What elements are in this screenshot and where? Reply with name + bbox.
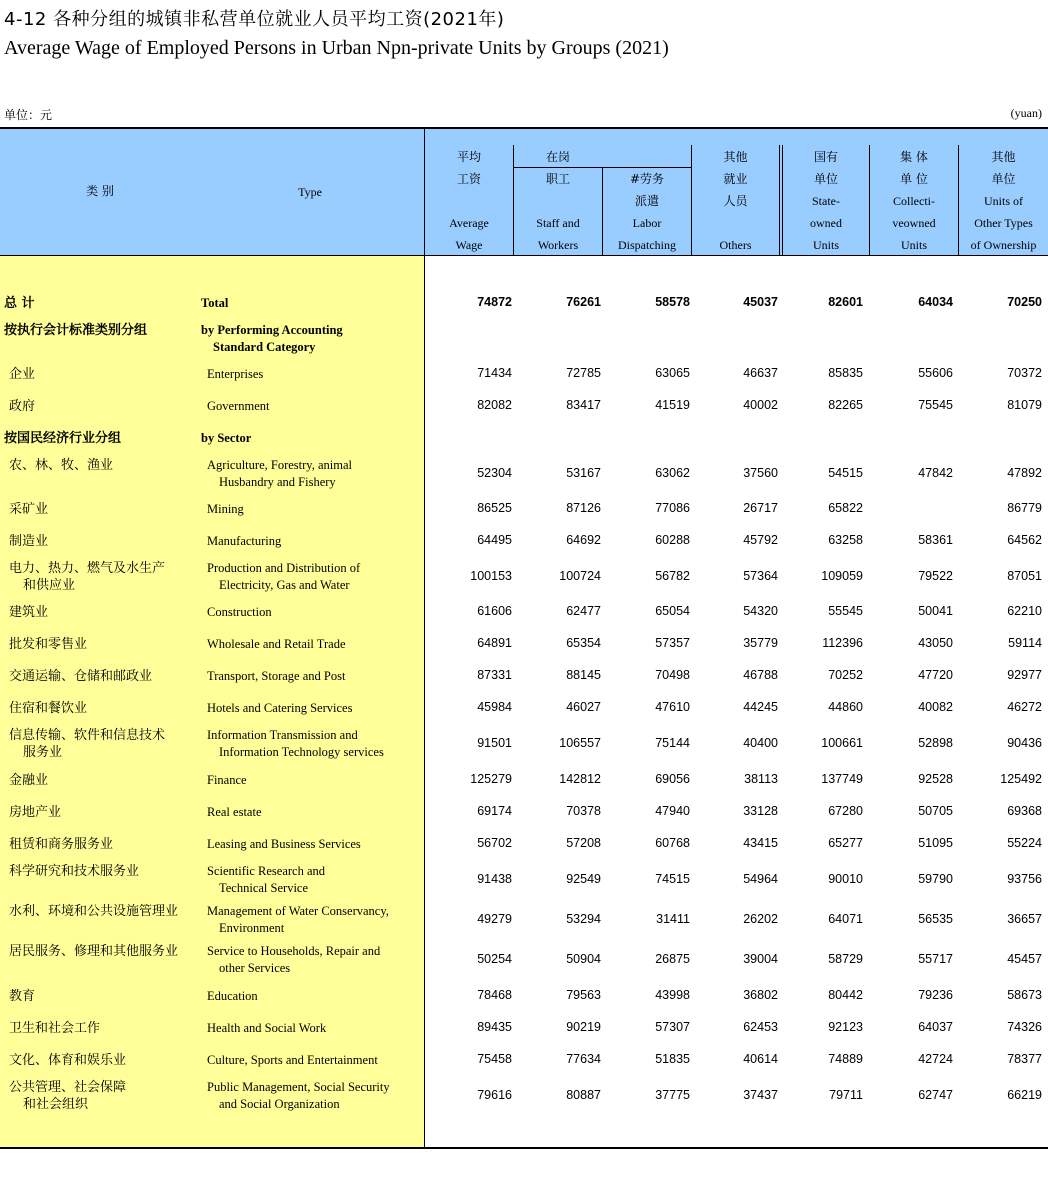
table-cell-value: 86525 (477, 501, 512, 515)
table-cell-value: 55717 (918, 952, 953, 966)
row-label-cn: 文化、体育和娱乐业 (9, 1053, 127, 1068)
row-label-cn: 按国民经济行业分组 (4, 431, 122, 446)
table-cell-value: 72785 (566, 366, 601, 380)
header-type: Type (298, 185, 322, 199)
table-cell-value: 75144 (655, 736, 690, 750)
table-cell-value: 51095 (918, 836, 953, 850)
row-label-en: Service to Households, Repair and (207, 944, 381, 958)
table-cell-value: 38113 (744, 772, 778, 786)
table-cell-value: 83417 (566, 398, 601, 412)
row-label-en: Wholesale and Retail Trade (207, 637, 346, 651)
table-cell-value: 43998 (655, 988, 690, 1002)
table-cell-value: 26717 (743, 501, 778, 515)
table-cell-value: 62453 (743, 1020, 778, 1034)
table-cell-value: 81079 (1007, 398, 1042, 412)
row-label-cn: 建筑业 (9, 605, 49, 620)
table-cell-value: 69368 (1007, 804, 1042, 818)
row-label-en: Leasing and Business Services (207, 837, 361, 851)
table-bottom-rule (0, 1147, 1048, 1149)
table-cell-value: 45457 (1007, 952, 1042, 966)
table-cell-value: 56782 (655, 569, 690, 583)
table-cell-value: 57357 (655, 636, 690, 650)
table-cell-value: 39004 (743, 952, 778, 966)
label-divider (424, 129, 425, 1147)
row-label-cn: 农、林、牧、渔业 (9, 458, 114, 473)
table-cell-value: 33128 (743, 804, 778, 818)
row-label-cn: 制造业 (9, 534, 49, 549)
table-cell-value: 58361 (918, 533, 953, 547)
header-others: 其他 就业 人员 Others (719, 150, 752, 252)
table-cell-value: 62747 (918, 1088, 953, 1102)
row-label-cn: 政府 (9, 399, 36, 414)
header-divider (779, 145, 780, 255)
table-cell-value: 49279 (477, 912, 512, 926)
table-cell-value: 74889 (828, 1052, 863, 1066)
row-label-en: Mining (207, 502, 244, 516)
table-cell-value: 65054 (655, 604, 690, 618)
row-label-en: Agriculture, Forestry, animal (207, 458, 352, 472)
table-cell-value: 47720 (918, 668, 953, 682)
table-cell-value: 62477 (566, 604, 601, 618)
table-top-rule (0, 127, 1048, 129)
header-staff-and-workers: 在岗 职工 Staff and Workers (536, 150, 580, 252)
row-label-en: Management of Water Conservancy, (207, 904, 389, 918)
table-cell-value: 61606 (477, 604, 512, 618)
row-label-cn: 信息传输、软件和信息技术 (9, 728, 166, 743)
table-cell-value: 54515 (828, 466, 863, 480)
table-cell-value: 57364 (743, 569, 778, 583)
table-cell-value: 55545 (828, 604, 863, 618)
table-cell-value: 44860 (828, 700, 863, 714)
table-cell-value: 76261 (566, 295, 601, 309)
row-label-en: Public Management, Social Security (207, 1080, 390, 1094)
page-title-cn: 4-12 各种分组的城镇非私营单位就业人员平均工资(2021年) (4, 9, 505, 30)
table-cell-value: 44245 (743, 700, 778, 714)
table-cell-value: 70250 (1007, 295, 1042, 309)
table-cell-value: 65822 (828, 501, 863, 515)
header-category: 类 别 (86, 184, 114, 198)
table-cell-value: 77634 (566, 1052, 601, 1066)
row-label-cn: 企业 (9, 367, 36, 382)
table-cell-value: 70252 (828, 668, 863, 682)
table-cell-value: 56535 (918, 912, 953, 926)
table-cell-value: 79711 (829, 1088, 863, 1102)
row-label-en: Husbandry and Fishery (219, 475, 336, 489)
table-cell-value: 77086 (655, 501, 690, 515)
table-cell-value: 142812 (559, 772, 601, 786)
table-cell-value: 79616 (477, 1088, 512, 1102)
row-label-en: Scientific Research and (207, 864, 326, 878)
table-cell-value: 54964 (743, 872, 778, 886)
row-label-en: Education (207, 989, 258, 1003)
row-label-cn: 批发和零售业 (9, 637, 88, 652)
table-cell-value: 31411 (656, 912, 690, 926)
table-cell-value: 100661 (821, 736, 863, 750)
row-label-cn: 住宿和餐饮业 (9, 701, 88, 716)
table-cell-value: 69174 (477, 804, 512, 818)
table-cell-value: 40400 (743, 736, 778, 750)
table-cell-value: 70372 (1007, 366, 1042, 380)
table-cell-value: 46027 (566, 700, 601, 714)
table-cell-value: 106557 (559, 736, 601, 750)
table-cell-value: 79563 (566, 988, 601, 1002)
header-average-wage: 平均 工资 Average Wage (449, 150, 489, 252)
table-cell-value: 50254 (477, 952, 512, 966)
table-cell-value: 45984 (477, 700, 512, 714)
table-cell-value: 92977 (1007, 668, 1042, 682)
row-label-en: Transport, Storage and Post (207, 669, 346, 683)
table-cell-value: 78468 (477, 988, 512, 1002)
row-label-en: Culture, Sports and Entertainment (207, 1053, 378, 1067)
row-label-en: Standard Category (213, 340, 316, 354)
table-cell-value: 57208 (566, 836, 601, 850)
row-label-en: and Social Organization (219, 1097, 340, 1111)
row-label-en: Finance (207, 773, 247, 787)
table-cell-value: 64562 (1007, 533, 1042, 547)
table-cell-value: 87126 (566, 501, 601, 515)
table-cell-value: 109059 (821, 569, 863, 583)
table-cell-value: 37775 (655, 1088, 690, 1102)
row-label-en: Hotels and Catering Services (207, 701, 353, 715)
table-cell-value: 64495 (477, 533, 512, 547)
table-cell-value: 43415 (743, 836, 778, 850)
row-label-en: Information Transmission and (207, 728, 358, 742)
table-cell-value: 52898 (918, 736, 953, 750)
header-collective-owned: 集 体 单 位 Collecti- veowned Units (892, 150, 936, 252)
table-cell-value: 112396 (822, 636, 863, 650)
table-cell-value: 137749 (821, 772, 863, 786)
row-label-en: Real estate (207, 805, 262, 819)
table-cell-value: 40082 (918, 700, 953, 714)
table-cell-value: 67280 (828, 804, 863, 818)
row-label-cn: 教育 (9, 989, 36, 1004)
table-cell-value: 70498 (655, 668, 690, 682)
row-label-cn: 采矿业 (9, 502, 49, 517)
table-cell-value: 64071 (828, 912, 863, 926)
table-cell-value: 80887 (566, 1088, 601, 1102)
table-cell-value: 75458 (477, 1052, 512, 1066)
row-label-en: Total (201, 296, 229, 310)
table-cell-value: 69056 (655, 772, 690, 786)
table-cell-value: 74872 (477, 295, 512, 309)
table-cell-value: 74515 (655, 872, 690, 886)
table-cell-value: 91501 (477, 736, 512, 750)
table-cell-value: 90219 (566, 1020, 601, 1034)
table-cell-value: 26875 (655, 952, 690, 966)
table-cell-value: 89435 (477, 1020, 512, 1034)
row-label-cn: 服务业 (23, 745, 63, 760)
row-label-cn: 总 计 (4, 296, 35, 311)
table-cell-value: 58578 (655, 295, 690, 309)
table-cell-value: 79522 (918, 569, 953, 583)
table-cell-value: 36802 (743, 988, 778, 1002)
table-cell-value: 90010 (828, 872, 863, 886)
table-cell-value: 54320 (743, 604, 778, 618)
table-cell-value: 82601 (828, 295, 863, 309)
table-cell-value: 50705 (918, 804, 953, 818)
table-cell-value: 46788 (743, 668, 778, 682)
table-cell-value: 46637 (743, 366, 778, 380)
header-state-owned: 国有 单位 State- owned Units (810, 150, 842, 252)
table-cell-value: 64891 (477, 636, 512, 650)
row-label-cn: 交通运输、仓储和邮政业 (9, 669, 153, 684)
row-label-en: Health and Social Work (207, 1021, 327, 1035)
table-cell-value: 60768 (655, 836, 690, 850)
row-label-en: Technical Service (219, 881, 309, 895)
table-cell-value: 57307 (655, 1020, 690, 1034)
table-cell-value: 47940 (655, 804, 690, 818)
row-label-en: Electricity, Gas and Water (219, 578, 350, 592)
row-label-cn: 卫生和社会工作 (9, 1021, 101, 1036)
table-cell-value: 100724 (559, 569, 601, 583)
table-cell-value: 50041 (918, 604, 953, 618)
table-cell-value: 78377 (1007, 1052, 1042, 1066)
table-cell-value: 82265 (828, 398, 863, 412)
unit-label-cn: 单位：元 (4, 108, 53, 122)
row-label-cn: 水利、环境和公共设施管理业 (9, 904, 179, 919)
table-cell-value: 80442 (828, 988, 863, 1002)
table-cell-value: 51835 (655, 1052, 690, 1066)
table-cell-value: 88145 (566, 668, 601, 682)
table-cell-value: 55606 (918, 366, 953, 380)
table-cell-value: 46272 (1007, 700, 1042, 714)
table-cell-value: 90436 (1007, 736, 1042, 750)
table-cell-value: 86779 (1007, 501, 1042, 515)
table-cell-value: 59790 (918, 872, 953, 886)
table-cell-value: 43050 (918, 636, 953, 650)
row-label-en: Government (207, 399, 270, 413)
row-label-cn: 居民服务、修理和其他服务业 (9, 944, 179, 959)
table-cell-value: 125492 (1000, 772, 1042, 786)
table-cell-value: 40002 (743, 398, 778, 412)
row-label-cn: 和社会组织 (23, 1097, 89, 1112)
table-cell-value: 47610 (655, 700, 690, 714)
table-cell-value: 70378 (566, 804, 601, 818)
row-label-cn: 公共管理、社会保障 (9, 1080, 127, 1095)
table-cell-value: 100153 (470, 569, 512, 583)
row-label-en: Environment (219, 921, 285, 935)
table-cell-value: 53167 (566, 466, 601, 480)
table-cell-value: 36657 (1007, 912, 1042, 926)
table-cell-value: 42724 (918, 1052, 953, 1066)
table-cell-value: 79236 (918, 988, 953, 1002)
table-cell-value: 63065 (655, 366, 690, 380)
row-label-cn: 科学研究和技术服务业 (9, 864, 140, 879)
table-cell-value: 64034 (918, 295, 953, 309)
row-label-en: by Sector (201, 431, 252, 445)
row-label-en: Production and Distribution of (207, 561, 361, 575)
header-other-ownership: 其他 单位 Units of Other Types of Ownership (970, 150, 1037, 252)
row-label-cn: 按执行会计标准类别分组 (4, 323, 148, 338)
table-cell-value: 82082 (477, 398, 512, 412)
table-cell-value: 59114 (1008, 636, 1042, 650)
table-cell-value: 58729 (828, 952, 863, 966)
row-label-cn: 金融业 (9, 773, 49, 788)
unit-label-en: (yuan) (1010, 106, 1042, 120)
table-cell-value: 50904 (566, 952, 601, 966)
table-cell-value: 125279 (470, 772, 512, 786)
table-cell-value: 75545 (918, 398, 953, 412)
table-cell-value: 53294 (566, 912, 601, 926)
table-cell-value: 37437 (743, 1088, 778, 1102)
table-cell-value: 64692 (566, 533, 601, 547)
table-cell-value: 65354 (566, 636, 601, 650)
row-label-cn: 电力、热力、燃气及水生产 (9, 561, 166, 576)
table-cell-value: 93756 (1007, 872, 1042, 886)
row-label-en: other Services (219, 961, 291, 975)
table-cell-value: 47892 (1007, 466, 1042, 480)
table-cell-value: 63258 (828, 533, 863, 547)
table-cell-value: 47842 (918, 466, 953, 480)
table-cell-value: 35779 (743, 636, 778, 650)
table-cell-value: 66219 (1007, 1088, 1042, 1102)
table-cell-value: 56702 (477, 836, 512, 850)
header-labor-dispatching: #劳务 派遣 Labor Dispatching (618, 172, 676, 252)
table-cell-value: 37560 (743, 466, 778, 480)
table-cell-value: 40614 (743, 1052, 778, 1066)
row-label-en: Manufacturing (207, 534, 282, 548)
row-label-cn: 和供应业 (23, 578, 76, 593)
row-label-en: Information Technology services (219, 745, 384, 759)
table-cell-value: 63062 (655, 466, 690, 480)
row-label-cn: 房地产业 (9, 805, 62, 820)
table-cell-value: 26202 (743, 912, 778, 926)
row-label-en: Construction (207, 605, 272, 619)
row-label-en: by Performing Accounting (201, 323, 343, 337)
table-cell-value: 55224 (1007, 836, 1042, 850)
table-cell-value: 45037 (743, 295, 778, 309)
table-cell-value: 62210 (1007, 604, 1042, 618)
table-cell-value: 91438 (477, 872, 512, 886)
table-cell-value: 92123 (828, 1020, 863, 1034)
table-cell-value: 92528 (918, 772, 953, 786)
table-cell-value: 41519 (655, 398, 690, 412)
table-cell-value: 92549 (566, 872, 601, 886)
table-cell-value: 85835 (828, 366, 863, 380)
table-cell-value: 71434 (477, 366, 512, 380)
page-title-en: Average Wage of Employed Persons in Urban Npn-private Units by Groups (2021) (4, 37, 669, 59)
table-cell-value: 60288 (655, 533, 690, 547)
row-label-en: Enterprises (207, 367, 264, 381)
row-label-cn: 租赁和商务服务业 (9, 837, 114, 852)
table-cell-value: 87331 (477, 668, 512, 682)
table-cell-value: 52304 (477, 466, 512, 480)
table-cell-value: 74326 (1007, 1020, 1042, 1034)
table-cell-value: 45792 (743, 533, 778, 547)
table-cell-value: 64037 (918, 1020, 953, 1034)
table-cell-value: 87051 (1007, 569, 1042, 583)
table-cell-value: 65277 (828, 836, 863, 850)
table-cell-value: 58673 (1007, 988, 1042, 1002)
